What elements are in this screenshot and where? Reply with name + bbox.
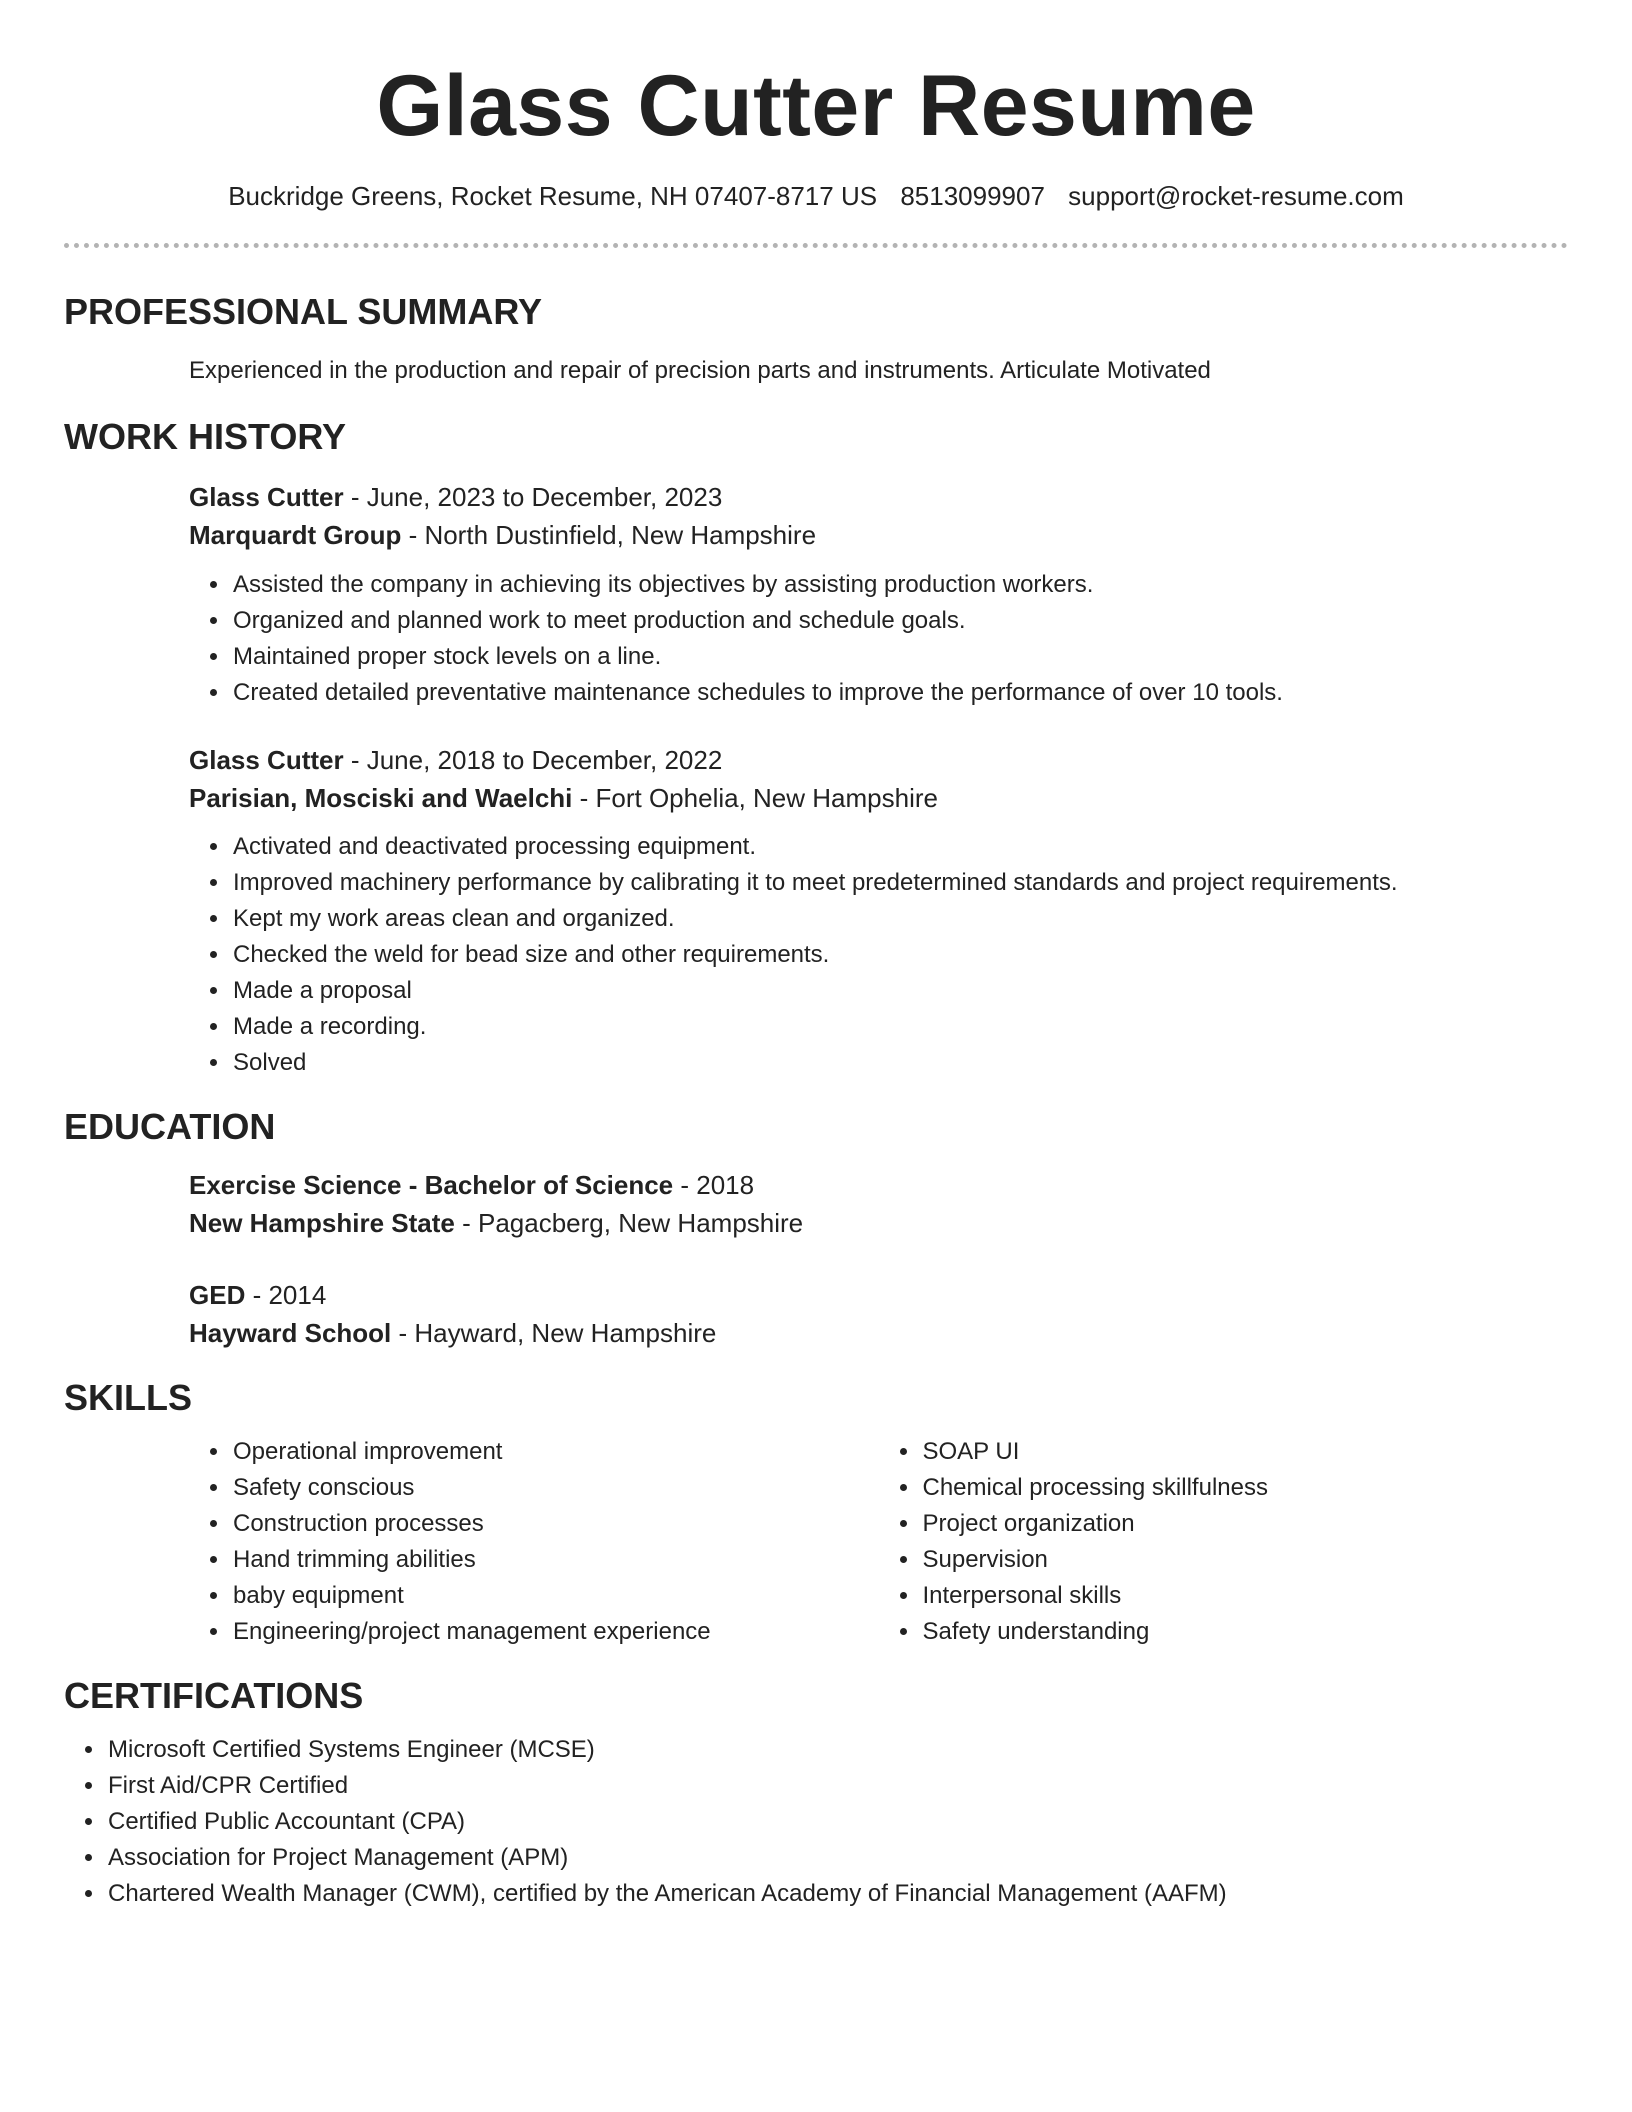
degree: Exercise Science - Bachelor of Science xyxy=(189,1170,674,1200)
school-line xyxy=(189,1314,1568,1352)
job-duty: • Kept my work areas clean and organized. xyxy=(231,901,1568,937)
degree: GED xyxy=(189,1280,246,1310)
job-entry xyxy=(189,478,1568,711)
job-duty: • Organized and planned work to meet production and schedule goals. xyxy=(231,603,1568,639)
education-entry xyxy=(189,1166,1568,1242)
job-duty: • Made a recording. xyxy=(231,1009,1568,1045)
job-duty: • Solved xyxy=(231,1045,1568,1081)
job-dates: - June, 2023 to December, 2023 xyxy=(343,482,723,512)
job-duties-list xyxy=(189,567,1568,711)
job-duty: • Improved machinery performance by calibrating it to meet predetermined standards and project requirements. xyxy=(231,865,1568,901)
job-title-line xyxy=(189,741,1568,779)
skill-item: • Interpersonal skills xyxy=(921,1578,1569,1614)
school-name: New Hampshire State xyxy=(189,1208,455,1238)
job-duty: • Created detailed preventative maintenance schedules to improve the performance of over 10 tools. xyxy=(231,675,1568,711)
certification-item: • Association for Project Management (APM) xyxy=(106,1840,1568,1876)
certifications-heading: CERTIFICATIONS xyxy=(64,1675,364,1716)
skill-item: • Safety understanding xyxy=(921,1614,1569,1650)
education-entry xyxy=(189,1276,1568,1352)
degree-line xyxy=(189,1276,1568,1314)
school-location: - Pagacberg, New Hampshire xyxy=(454,1208,804,1238)
summary-text: Experienced in the production and repair of precision parts and instruments. Articulate Motivated xyxy=(189,357,1211,384)
skill-item: • Construction processes xyxy=(231,1506,879,1542)
work-history-section xyxy=(64,415,1568,1081)
skill-item: • SOAP UI xyxy=(921,1434,1569,1470)
job-duties-list xyxy=(189,829,1568,1081)
summary-section xyxy=(64,290,1568,387)
contact-email: support@rocket-resume.com xyxy=(1068,181,1404,211)
certification-item: • Chartered Wealth Manager (CWM), certified by the American Academy of Financial Management (AAFM) xyxy=(106,1876,1568,1912)
school-location: - Hayward, New Hampshire xyxy=(391,1318,717,1348)
work-history-heading: WORK HISTORY xyxy=(64,416,347,457)
skill-item: • Engineering/project management experience xyxy=(231,1614,879,1650)
skills-grid xyxy=(189,1434,1568,1650)
skill-item: • baby equipment xyxy=(231,1578,879,1614)
job-title-line xyxy=(189,478,1568,516)
certifications-section xyxy=(64,1674,1568,1912)
job-title: Glass Cutter xyxy=(189,745,344,775)
skill-item: • Safety conscious xyxy=(231,1470,879,1506)
job-company-line xyxy=(189,516,1568,554)
skill-item: • Hand trimming abilities xyxy=(231,1542,879,1578)
skills-list-left xyxy=(189,1434,879,1650)
job-duty: • Maintained proper stock levels on a line. xyxy=(231,639,1568,675)
certification-item: • Microsoft Certified Systems Engineer (MCSE) xyxy=(106,1732,1568,1768)
summary-heading: PROFESSIONAL SUMMARY xyxy=(64,291,543,332)
certifications-list xyxy=(64,1732,1568,1912)
education-section xyxy=(64,1105,1568,1352)
education-heading: EDUCATION xyxy=(64,1106,276,1147)
school-name: Hayward School xyxy=(189,1318,392,1348)
resume-title: Glass Cutter Resume xyxy=(376,58,1256,154)
skills-heading: SKILLS xyxy=(64,1377,193,1418)
job-company: Parisian, Mosciski and Waelchi xyxy=(189,783,573,813)
job-company: Marquardt Group xyxy=(189,520,402,550)
job-duty: • Assisted the company in achieving its objectives by assisting production workers. xyxy=(231,567,1568,603)
contact-phone: 8513099907 xyxy=(900,181,1045,211)
job-location: - Fort Ophelia, New Hampshire xyxy=(572,783,938,813)
skill-item: • Operational improvement xyxy=(231,1434,879,1470)
job-duty: • Checked the weld for bead size and other requirements. xyxy=(231,937,1568,973)
contact-line xyxy=(64,179,1568,213)
school-line xyxy=(189,1204,1568,1242)
job-dates: - June, 2018 to December, 2022 xyxy=(343,745,723,775)
job-entry xyxy=(189,741,1568,1081)
job-location: - North Dustinfield, New Hampshire xyxy=(401,520,817,550)
degree-year: - 2014 xyxy=(245,1280,327,1310)
skill-item: • Chemical processing skillfulness xyxy=(921,1470,1569,1506)
skill-item: • Project organization xyxy=(921,1506,1569,1542)
certification-item: • First Aid/CPR Certified xyxy=(106,1768,1568,1804)
job-company-line xyxy=(189,779,1568,817)
certification-item: • Certified Public Accountant (CPA) xyxy=(106,1804,1568,1840)
job-title: Glass Cutter xyxy=(189,482,344,512)
skill-item: • Supervision xyxy=(921,1542,1569,1578)
contact-address: Buckridge Greens, Rocket Resume, NH 07407-8717 US xyxy=(228,181,878,211)
skills-list-right xyxy=(879,1434,1569,1650)
skills-section xyxy=(64,1376,1568,1650)
job-duty: • Activated and deactivated processing equipment. xyxy=(231,829,1568,865)
degree-year: - 2018 xyxy=(673,1170,755,1200)
header-divider xyxy=(64,243,1568,248)
job-duty: • Made a proposal xyxy=(231,973,1568,1009)
degree-line xyxy=(189,1166,1568,1204)
